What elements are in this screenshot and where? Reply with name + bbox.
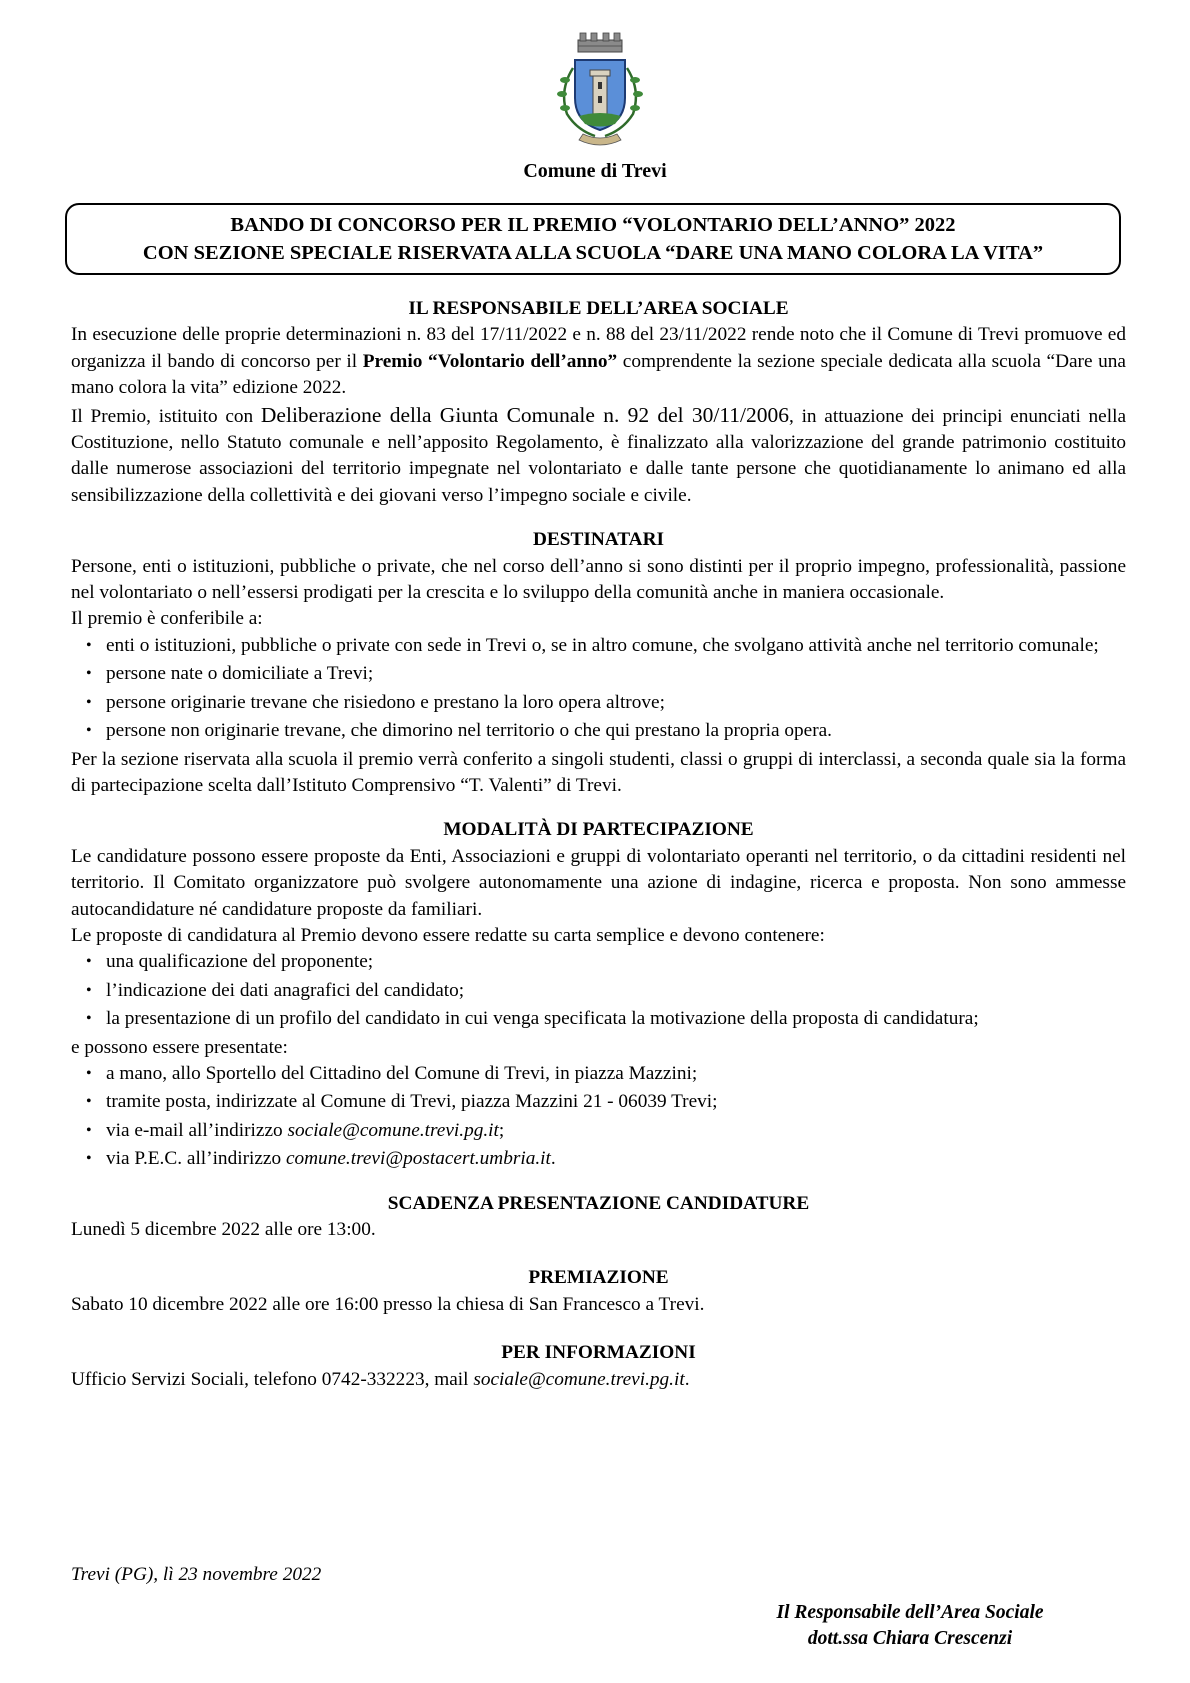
section-heading-informazioni: PER INFORMAZIONI [501,1342,696,1364]
title-line-1: BANDO DI CONCORSO PER IL PREMIO “VOLONTARIO DELL’ANNO” 2022 [230,214,956,236]
paragraph [71,402,1126,510]
email-link[interactable]: sociale@comune.trevi.pg.it [473,1368,685,1390]
list-item: • tramite posta, indirizzate al Comune di Trevi, piazza Mazzini 21 - 06039 Trevi; [71,1089,1126,1115]
list-item: • persone nate o domiciliate a Trevi; [71,661,1126,687]
contact-info [71,1367,1126,1393]
recipients-list [71,633,1126,745]
municipality-name: Comune di Trevi [523,160,667,182]
deliberation-reference: Deliberazione della Giunta Comunale n. 92 del 30/11/2006 [260,402,790,427]
paragraph: Le candidature possono essere proposte da Enti, Associazioni e gruppi di volontariato operanti nel territorio, o da cittadini residenti nel territorio. Il Comitato organizzatore può svolgere autonomamente una azione di indagine, ricerca e proposta. Non sono ammesse autocandidature né candidature proposte da familiari. [71,845,1126,920]
list-item: • a mano, allo Sportello del Cittadino del Comune di Trevi, in piazza Mazzini; [71,1061,1126,1087]
signatory-name: dott.ssa Chiara Crescenzi [807,1628,1013,1649]
section-heading-scadenza: SCADENZA PRESENTAZIONE CANDIDATURE [387,1192,810,1214]
text-span: Ufficio Servizi Sociali, telefono 0742-332223, mail [71,1368,474,1390]
signature-block [700,1600,1120,1652]
text-span: comprendente la sezione speciale dedicata alla scuola “Dare una mano colora la vita” edizione 2022. [71,350,1126,399]
proposal-contents-list [71,949,1126,1032]
paragraph [71,322,1126,401]
place-and-date: Trevi (PG), lì 23 novembre 2022 [71,1564,322,1585]
text-span: via P.E.C. all’indirizzo [106,1148,286,1170]
paragraph: Il premio è conferibile a: [71,608,263,630]
deadline-text: Lunedì 5 dicembre 2022 alle ore 13:00. [71,1219,376,1240]
coat-of-arms-icon [545,30,655,155]
list-item: • la presentazione di un profilo del candidato in cui venga specificata la motivazione della proposta di candidatura; [71,1006,1126,1032]
list-item [71,1146,1126,1172]
signatory-role: Il Responsabile dell’Area Sociale [776,1602,1044,1623]
text-span: ; [498,1119,505,1141]
section-heading-premiazione: PREMIAZIONE [528,1267,669,1289]
title-line-2: CON SEZIONE SPECIALE RISERVATA ALLA SCUOLA “DARE UNA MANO COLORA LA VITA” [142,242,1044,264]
section-heading-modalita: MODALITÀ DI PARTECIPAZIONE [443,819,754,841]
pec-email-link[interactable]: comune.trevi@postacert.umbria.it [285,1148,551,1170]
section-heading-responsabile: IL RESPONSABILE DELL’AREA SOCIALE [408,298,789,319]
submission-methods-list [71,1061,1126,1173]
document-body [71,296,1126,1393]
text-span: via e-mail all’indirizzo [106,1119,288,1141]
text-span: . [550,1148,556,1170]
list-item: • l’indicazione dei dati anagrafici del candidato; [71,978,1126,1004]
list-item: • persone originarie trevane che risiedono e prestano la loro opera altrove; [71,690,1126,716]
text-span: . [684,1368,690,1390]
list-item: • una qualificazione del proponente; [71,949,1126,975]
section-heading-destinatari: DESTINATARI [532,529,665,551]
list-item: • persone non originarie trevane, che dimorino nel territorio o che qui prestano la propria opera. [71,718,1126,744]
text-span: In esecuzione delle proprie determinazioni n. 83 del 17/11/2022 e n. 88 del 23/11/2022 rende noto che il Comune di Trevi promuove ed organizza il bando di concorso per il [71,324,1126,372]
paragraph: Per la sezione riservata alla scuola il premio verrà conferito a singoli studenti, classi o gruppi di interclassi, a seconda quale sia la forma di partecipazione scelta dall’Istituto Comprensivo “T. Valenti” di Trevi. [71,748,1126,796]
list-item [71,1118,1126,1144]
paragraph: Le proposte di candidatura al Premio devono essere redatte su carta semplice e devono contenere: [71,924,825,946]
text-span: Il Premio, istituito con [71,405,261,427]
award-ceremony-text: Sabato 10 dicembre 2022 alle ore 16:00 presso la chiesa di San Francesco a Trevi. [71,1293,705,1315]
text-span: , in attuazione dei principi enunciati nella Costituzione, nello Statuto comunale e nell’apposito Regolamento, è finalizzato alla valorizzazione del grande patrimonio costituito dalle numerose associazioni del territorio impegnate nel volontariato e dalle tante persone che quotidianamente lo animano ed alla sensibilizzazione della collettività e dei giovani verso l’impegno sociale e civile. [71,405,1127,506]
paragraph: Persone, enti o istituzioni, pubbliche o private, che nel corso dell’anno si sono distinti per il proprio impegno, professionalità, passione nel volontariato o nell’essersi prodigati per la crescita e lo sviluppo della comunità anche in maniera occasionale. [71,555,1126,604]
prize-name: Premio “Volontario dell’anno” [362,350,618,372]
email-link[interactable]: sociale@comune.trevi.pg.it [287,1119,499,1141]
title-box [65,203,1121,275]
list-item: • enti o istituzioni, pubbliche o private con sede in Trevi o, se in altro comune, che svolgano attività anche nel territorio comunale; [71,633,1126,659]
paragraph: e possono essere presentate: [71,1036,288,1058]
